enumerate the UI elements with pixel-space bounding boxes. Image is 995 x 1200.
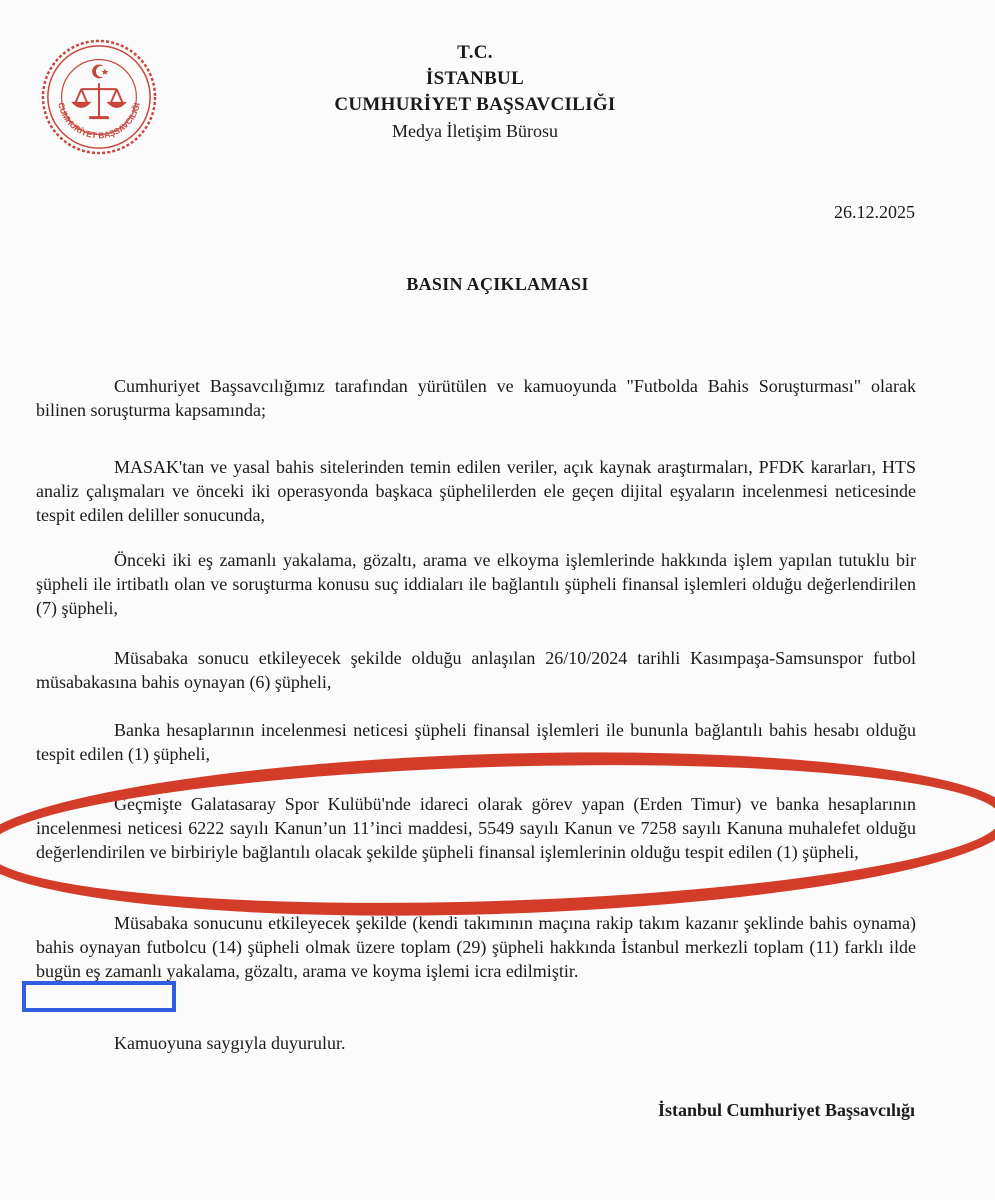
header-city: İSTANBUL <box>425 68 525 89</box>
signature: İstanbul Cumhuriyet Başsavcılığı <box>657 1100 915 1120</box>
document-title: BASIN AÇIKLAMASI <box>406 274 589 294</box>
red-ellipse-annotation <box>0 738 995 931</box>
svg-text:CUMHURİYET BAŞSAVCILIĞI: CUMHURİYET BAŞSAVCILIĞI <box>56 101 142 141</box>
paragraph-2: MASAK'tan ve yasal bahis sitelerinden temin edilen veriler, açık kaynak araştırmaları, PFDK kararları, HTS analiz çalışmaları ve önceki iki operasyonda başkaca şüphelilerden ele geçen dijital eşyaların incelenmesi neticesinde tespit edilen deliller sonucunda, <box>36 457 916 525</box>
paragraph-4: Müsabaka sonucu etkileyecek şekilde olduğu anlaşılan 26/10/2024 tarihli Kasımpaşa-Samsunspor futbol müsabakasına bahis oynayan (6) şüpheli, <box>36 648 916 692</box>
paragraph-7: Müsabaka sonucunu etkileyecek şekilde (kendi takımının maçına rakip takım kazanır şeklinde bahis oynama) bahis oynayan futbolcu (14) şüpheli olmak üzere toplam (29) şüpheli hakkında İstanbul merkezli toplam (11) farklı ilde bugün eş zamanlı yakalama, gözaltı, arama ve koyma işlemi icra edilmiştir. <box>36 913 916 981</box>
header-institution: CUMHURİYET BAŞSAVCILIĞI <box>334 94 616 115</box>
paragraph-6: Geçmişte Galatasaray Spor Kulübü'nde idareci olarak görev yapan (Erden Timur) ve banka hesaplarının incelenmesi neticesi 6222 sayılı Kanun’un 11’inci maddesi, 5549 sayılı Kanun ve 7258 sayılı Kanuna muhalefet olduğu değerlendirilen ve birbiriyle bağlantılı olacak şekilde şüpheli finansal işlemlerinin olduğu tespit edilen (1) şüpheli, <box>36 794 916 862</box>
document-header <box>260 40 690 144</box>
blue-box-annotation <box>22 981 176 1012</box>
document-date: 26.12.2025 <box>834 202 915 222</box>
paragraph-3: Önceki iki eş zamanlı yakalama, gözaltı, arama ve elkoyma işlemlerinde hakkında işlem yapılan tutuklu bir şüpheli ile irtibatlı olan ve soruşturma konusu suç iddiaları ile bağlantılı şüpheli finansal işlemleri olduğu değerlendirilen (7) şüpheli, <box>36 550 916 618</box>
header-office: Medya İletişim Bürosu <box>392 121 558 141</box>
paragraph-1: Cumhuriyet Başsavcılığımız tarafından yürütülen ve kamuoyunda "Futbolda Bahis Soruşturması" olarak bilinen soruşturma kapsamında; <box>36 376 916 420</box>
paragraph-closing: Kamuoyuna saygıyla duyurulur. <box>114 1033 346 1053</box>
ministry-of-justice-seal-icon <box>40 38 158 156</box>
header-tc: T.C. <box>457 42 493 63</box>
paragraph-5: Banka hesaplarının incelenmesi neticesi şüpheli finansal işlemleri ile bununla bağlantılı bahis hesabı olduğu tespit edilen (1) şüpheli, <box>36 720 916 764</box>
